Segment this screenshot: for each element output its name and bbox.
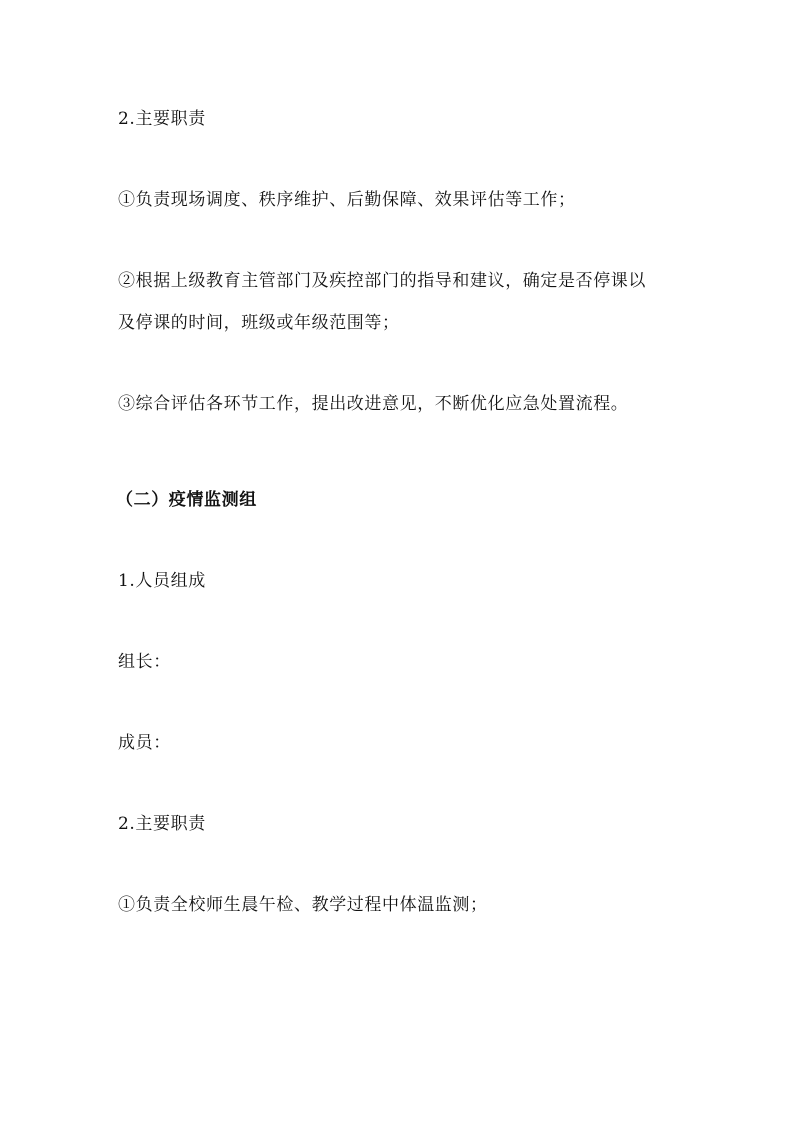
duty-item-2-line-1: ②根据上级教育主管部门及疾控部门的指导和建议，确定是否停课以 — [118, 271, 646, 291]
duty-item-1: ①负责现场调度、秩序维护、后勤保障、效果评估等工作； — [118, 190, 576, 210]
section-heading-duties-2: 2.主要职责 — [118, 814, 206, 834]
duty-item-2-line-2: 及停课的时间，班级或年级范围等； — [118, 313, 400, 333]
section-heading-staff: 1.人员组成 — [118, 571, 206, 591]
section-heading-duties: 2.主要职责 — [118, 109, 206, 129]
members-label: 成员： — [118, 733, 171, 753]
leader-label: 组长： — [118, 652, 171, 672]
subheading-epidemic-monitoring: （二）疫情监测组 — [116, 490, 257, 510]
duty-item-4: ①负责全校师生晨午检、教学过程中体温监测； — [118, 895, 488, 915]
duty-item-3: ③综合评估各环节工作，提出改进意见，不断优化应急处置流程。 — [118, 394, 629, 414]
